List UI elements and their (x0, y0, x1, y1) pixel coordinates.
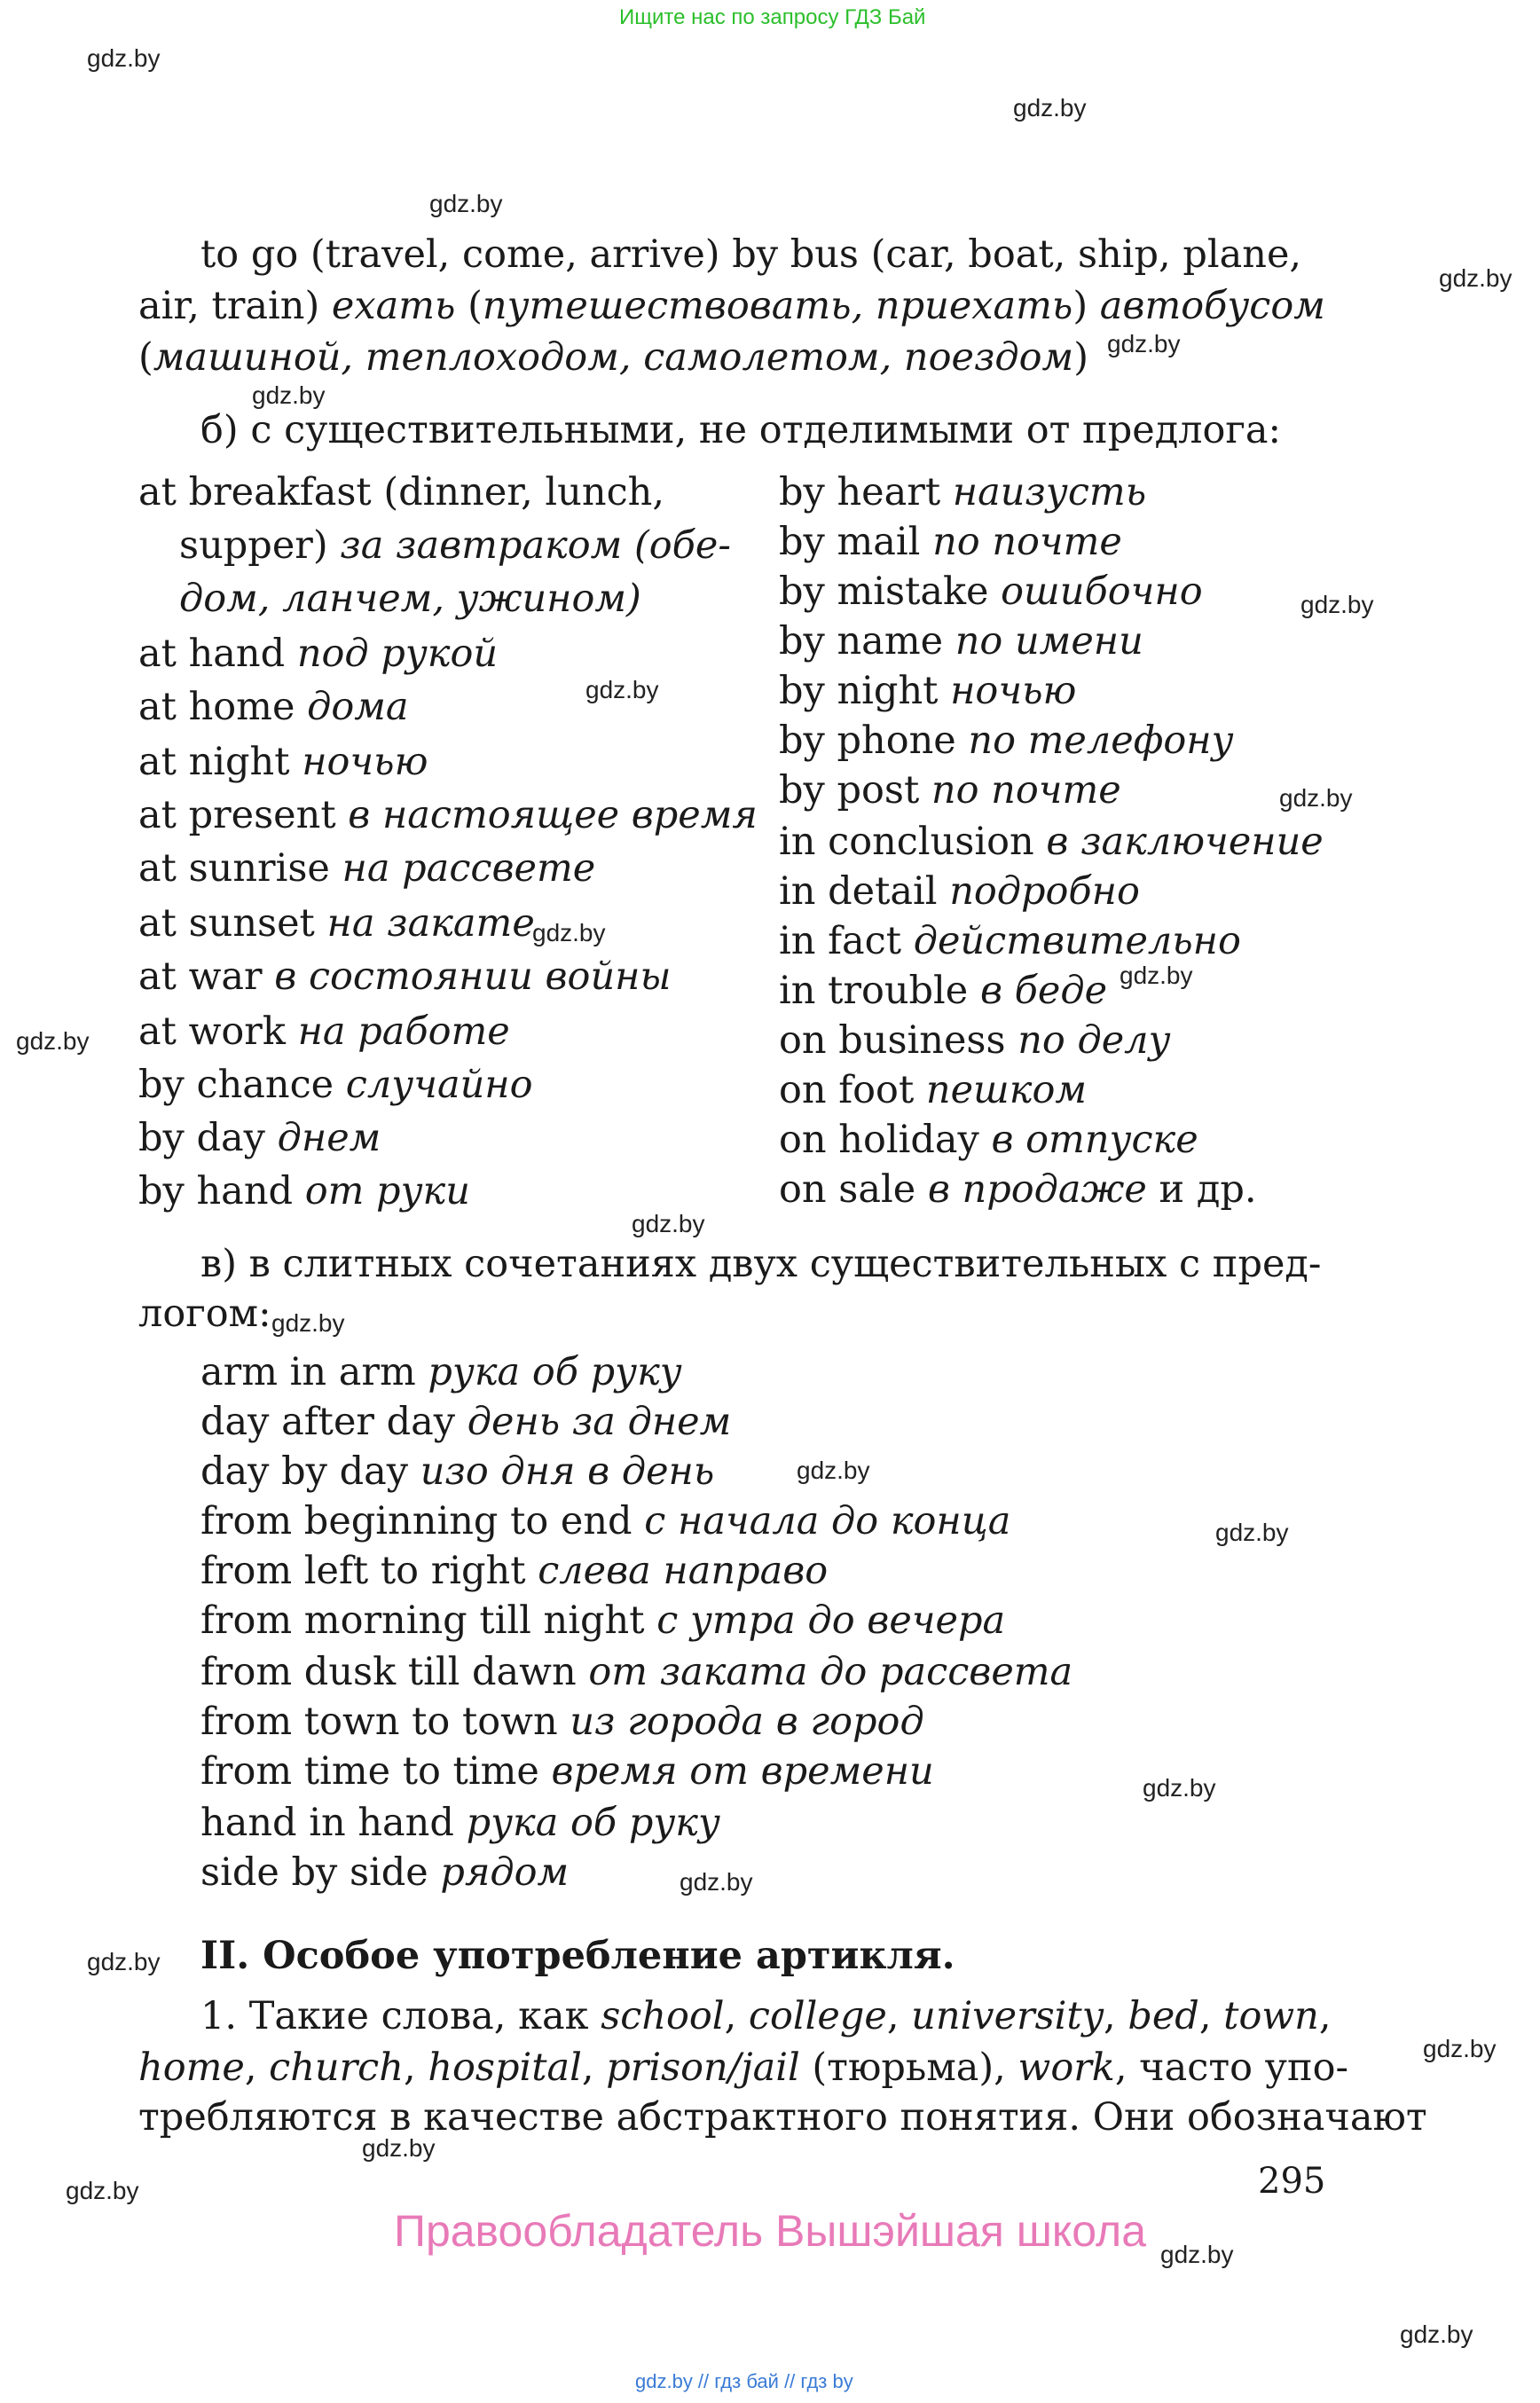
watermark: gdz.by (87, 1948, 161, 1975)
intro-line-1: to go (travel, come, arrive) by bus (car, boat, ship, plane, (200, 232, 1302, 277)
list-item: day by day изо дня в день (200, 1449, 715, 1494)
list-item: from town to town из города в город (200, 1700, 924, 1744)
list-item: by name по имени (779, 619, 1143, 664)
watermark: gdz.by (797, 1457, 870, 1484)
watermark: gdz.by (1143, 1774, 1216, 1802)
section-b-heading: б) с существительными, не отделимыми от предлога: (200, 408, 1282, 452)
list-item: by mistake ошибочно (779, 569, 1203, 614)
list-item: in trouble в беде (779, 969, 1108, 1013)
list-item: at sunset на закате (138, 901, 535, 946)
list-item: on holiday в отпуске (779, 1118, 1198, 1162)
paragraph-line-3: требляются в качестве абстрактного понятия. Они обозначают (138, 2095, 1427, 2140)
list-item: at hand под рукой (138, 632, 499, 676)
list-item: at war в состоянии войны (138, 954, 672, 999)
watermark: gdz.by (362, 2134, 436, 2162)
list-item: in detail подробно (779, 869, 1140, 914)
list-item: by hand от руки (138, 1169, 470, 1213)
list-item: at home дома (138, 685, 409, 729)
watermark: gdz.by (271, 1309, 345, 1337)
list-item: дом, ланчем, ужином) (179, 577, 641, 621)
watermark: gdz.by (1107, 330, 1181, 357)
paragraph-line-1: 1. Такие слова, как school, college, university, bed, town, (200, 1994, 1332, 2038)
list-item: by night ночью (779, 669, 1077, 713)
page-number: 295 (1258, 2161, 1326, 2202)
watermark: gdz.by (1013, 94, 1087, 122)
section-v-line-1: в) в слитных сочетаниях двух существительных с пред- (200, 1242, 1322, 1286)
list-item: supper) за завтраком (обе- (179, 523, 731, 568)
list-item: by heart наизусть (779, 470, 1147, 514)
list-item: from left to right слева направо (200, 1549, 829, 1593)
watermark: gdz.by (16, 1027, 90, 1055)
watermark: gdz.by (1423, 2035, 1497, 2062)
watermark: gdz.by (1300, 591, 1374, 618)
intro-line-2: air, train) ехать (путешествовать, приехать) автобусом (138, 284, 1325, 328)
list-item: day after day день за днем (200, 1400, 732, 1444)
watermark: gdz.by (680, 1868, 753, 1896)
list-item: in fact действительно (779, 919, 1241, 963)
footer-links[interactable]: gdz.by // гдз бай // гдз by (635, 2370, 853, 2392)
watermark: gdz.by (1215, 1519, 1289, 1546)
watermark: gdz.by (1400, 2321, 1473, 2348)
list-item: arm in arm рука об руку (200, 1350, 682, 1394)
watermark: gdz.by (87, 44, 161, 72)
list-item: at night ночью (138, 740, 428, 784)
list-item: in conclusion в заключение (779, 820, 1324, 864)
list-item: on foot пешком (779, 1068, 1087, 1112)
list-item: on business по делу (779, 1018, 1171, 1063)
list-item: side by side рядом (200, 1850, 570, 1895)
list-item: by mail по почте (779, 520, 1122, 564)
list-item: on sale в продаже и др. (779, 1167, 1257, 1212)
list-item: at present в настоящее время (138, 793, 758, 837)
list-item: at work на работе (138, 1009, 510, 1054)
copyright-notice: Правообладатель Вышэйшая школа (394, 2206, 1146, 2256)
watermark: gdz.by (1439, 264, 1512, 292)
paragraph-line-2: home, church, hospital, prison/jail (тюрьма), work, часто упо- (138, 2046, 1349, 2090)
watermark: gdz.by (1160, 2241, 1234, 2268)
list-item: at breakfast (dinner, lunch, (138, 470, 665, 514)
watermark: gdz.by (66, 2177, 139, 2204)
watermark: gdz.by (632, 1210, 705, 1237)
watermark: gdz.by (1120, 962, 1193, 989)
list-item: by chance случайно (138, 1063, 533, 1107)
watermark: gdz.by (1279, 784, 1353, 812)
watermark: gdz.by (585, 676, 659, 703)
list-item: from dusk till dawn от заката до рассвета (200, 1650, 1073, 1694)
list-item: from beginning to end с начала до конца (200, 1499, 1011, 1543)
list-item: by phone по телефону (779, 719, 1234, 763)
list-item: by post по почте (779, 768, 1121, 813)
list-item: at sunrise на рассвете (138, 846, 596, 891)
top-banner: Ищите нас по запросу ГДЗ Бай (619, 5, 926, 29)
section-heading: II. Особое употребление артикля. (200, 1934, 955, 1978)
watermark: gdz.by (532, 919, 606, 946)
list-item: from time to time время от времени (200, 1749, 934, 1794)
section-v-line-2: логом: (138, 1292, 271, 1336)
intro-line-3: (машиной, теплоходом, самолетом, поездом) (138, 335, 1088, 380)
watermark: gdz.by (429, 190, 503, 217)
list-item: hand in hand рука об руку (200, 1801, 720, 1845)
watermark: gdz.by (252, 381, 326, 409)
list-item: from morning till night с утра до вечера (200, 1598, 1006, 1643)
list-item: by day днем (138, 1116, 381, 1160)
